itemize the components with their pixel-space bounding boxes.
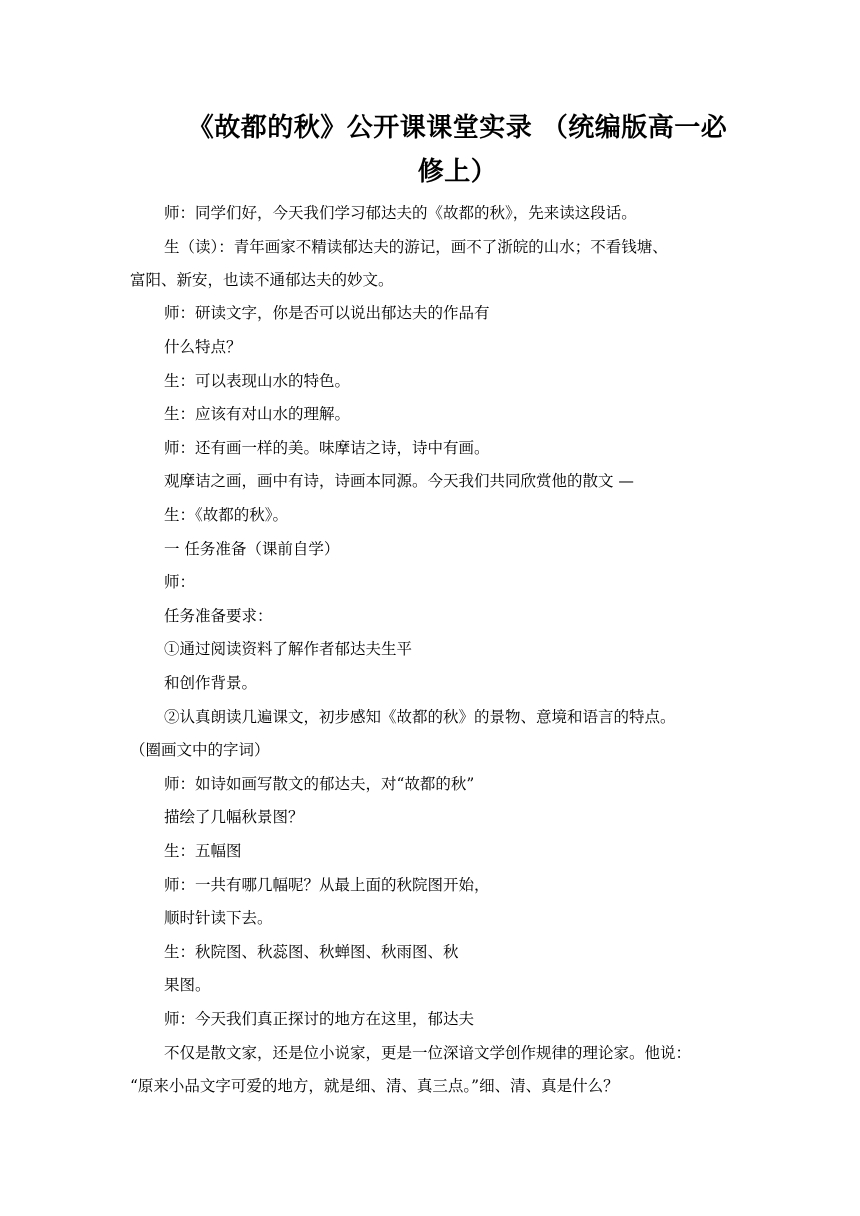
text-line: 师：研读文字，你是否可以说出郁达夫的作品有 [164,304,490,322]
text-line: 师：一共有哪几幅呢？从最上面的秋院图开始， [164,876,490,894]
text-line: ①通过阅读资料了解作者郁达夫生平 [164,640,413,658]
text-line: 生：秋院图、秋蕊图、秋蝉图、秋雨图、秋 [164,943,459,961]
text-line: 生（读）：青年画家不精读郁达夫的游记，画不了浙皖的山水；不看钱塘、 [164,238,668,256]
text-line: 不仅是散文家，还是位小说家，更是一位深谙文学创作规律的理论家。他说： [164,1044,692,1062]
text-line: 富阳、新安，也读不通郁达夫的妙文。 [130,271,394,289]
text-line: “原来小品文字可爱的地方，就是细、清、真三点。”细、清、真是什么？ [130,1077,619,1095]
document-title-line-1: 《故都的秋》公开课课堂实录 （统编版高一必 [187,113,728,143]
text-line: 师：还有画一样的美。味摩诘之诗，诗中有画。 [164,439,490,457]
text-line: 生：《故都的秋》。 [164,506,289,524]
text-line: 任务准备要求： [164,607,273,625]
text-line: 果图。 [164,976,211,994]
text-line: 什么特点？ [164,338,242,356]
text-line: 师：同学们好，今天我们学习郁达夫的《故都的秋》，先来读这段话。 [164,204,637,222]
text-line: 师：今天我们真正探讨的地方在这里，郁达夫 [164,1010,475,1028]
text-line: 生：五幅图 [164,842,242,860]
text-line: 生：应该有对山水的理解。 [164,405,351,423]
text-line: 生：可以表现山水的特色。 [164,372,351,390]
text-line: 师：如诗如画写散文的郁达夫，对“故都的秋” [164,775,475,793]
text-line: 和创作背景。 [164,674,258,692]
text-line: 观摩诘之画，画中有诗，诗画本同源。今天我们共同欣赏他的散文 — [164,472,634,490]
text-line: 描绘了几幅秋景图？ [164,808,304,826]
text-line: ②认真朗读几遍课文，初步感知《故都的秋》的景物、意境和语言的特点。 [164,708,676,726]
section-heading: 一 任务准备（课前自学） [164,540,340,558]
text-line: 师： [164,573,196,591]
text-line: 顺时针读下去。 [164,909,273,927]
document-title-line-2: 修上） [417,157,498,187]
text-line: （圈画文中的字词） [130,741,270,759]
